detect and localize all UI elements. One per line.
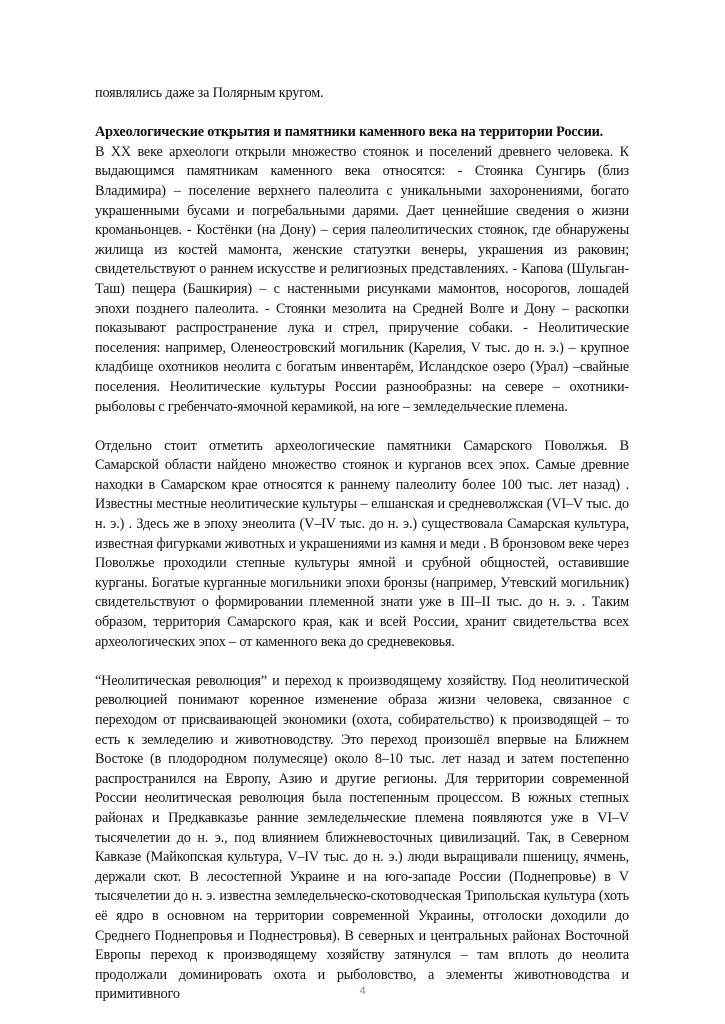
page-number: 4	[359, 985, 366, 997]
paragraph-samara: Отдельно стоит отметить археологические памятники Самарского Поволжья. В Самарской области найдено множество стоянок и курганов всех эпох. Самые древние находки в Самарском крае относятся к раннему палеолиту более 100 тыс. лет назад) . Известны местные неолитические культуры – елшанская и средневолжская (VI–V тыс. до н. э.) . Здесь же в эпоху энеолита (V–IV тыс. до н. э.) существовала Самарская культура, известная фигурками животных и украшениями из камня и меди . В бронзовом веке через Поволжье проходили степные культуры ямной и срубной общностей, оставившие курганы. Богатые курганные могильники эпохи бронзы (например, Утевский могильник) свидетельствуют о формировании племенной знати уже в III–II тыс. до н. э. . Таким образом, территория Самарского края, как и всей России, хранит свидетельства всех археологических эпох – от каменного века до средневековья.	[95, 437, 629, 650]
paragraph-archaeology: В XX веке археологи открыли множество стоянок и поселений древнего человека. К выдающимся памятникам каменного века относятся: - Стоянка Сунгирь (близ Владимира) – поселение верхнего палеолита с уникальными захоронениями, богато украшенными бусами и погребальными дарями. Дает ценнейшие сведения о жизни кроманьонцев. - Костёнки (на Дону) – серия палеолитических стоянок, где обнаружены жилища из костей мамонта, женские статуэтки венеры, украшения из раковин; свидетельствуют о раннем искусстве и религиозных представлениях. - Капова (Шульган-Таш) пещера (Башкирия) – с настенными рисунками мамонтов, носорогов, лошадей эпохи позднего палеолита. - Стоянки мезолита на Средней Волге и Дону – раскопки показывают распространение лука и стрел, приручение собаки. - Неолитические поселения: например, Оленеостровский могильник (Карелия, V тыс. до н. э.) – крупное кладбище охотников неолита с богатым инвентарём, Исландское озеро (Урал) –свайные поселения. Неолитические культуры России разнообразны: на севере – охотники- рыболовы с гребенчато-ямочной керамикой, на юге – земледельческие племена.	[95, 143, 629, 415]
section-heading: Археологические открытия и памятники каменного века на территории России.	[95, 124, 604, 141]
paragraph-neolithic-revolution: “Неолитическая революция” и переход к производящему хозяйству. Под неолитической революцией понимают коренное изменение образа жизни человека, связанное с переходом от присваивающей экономики (охота, собирательство) к производящей – то есть к земледелию и животноводству. Это переход произошёл впервые на Ближнем Востоке (в плодородном полумесяце) около 8–10 тыс. лет назад и затем постепенно распространился на Европу, Азию и другие регионы. Для территории современной России неолитическая революция была постепенным процессом. В южных степных районах и Предкавказье ранние земледельческие племена появляются уже в VI–V тысячелетии до н. э., под влиянием ближневосточных цивилизаций. Так, в Северном Кавказе (Майкопская культура, V–IV тыс. до н. э.) люди выращивали пшеницу, ячмень, держали скот. В лесостепной Украине и на юго-западе России (Поднепровье) в V тысячелетии до н. э. известна земледельческо-скотоводческая Трипольская культура (хоть её ядро в основном на территории современной Украины, отголоски доходили до Среднего Поднепровья и Поднестровья). В северных и центральных районах Восточной Европы переход к производящему хозяйству затянулся – там вплоть до неолита продолжали доминировать охота и рыболовство, а элементы животноводства и примитивного	[95, 672, 629, 1003]
opening-line: появлялись даже за Полярным кругом.	[95, 85, 324, 101]
document-page	[95, 84, 629, 1005]
